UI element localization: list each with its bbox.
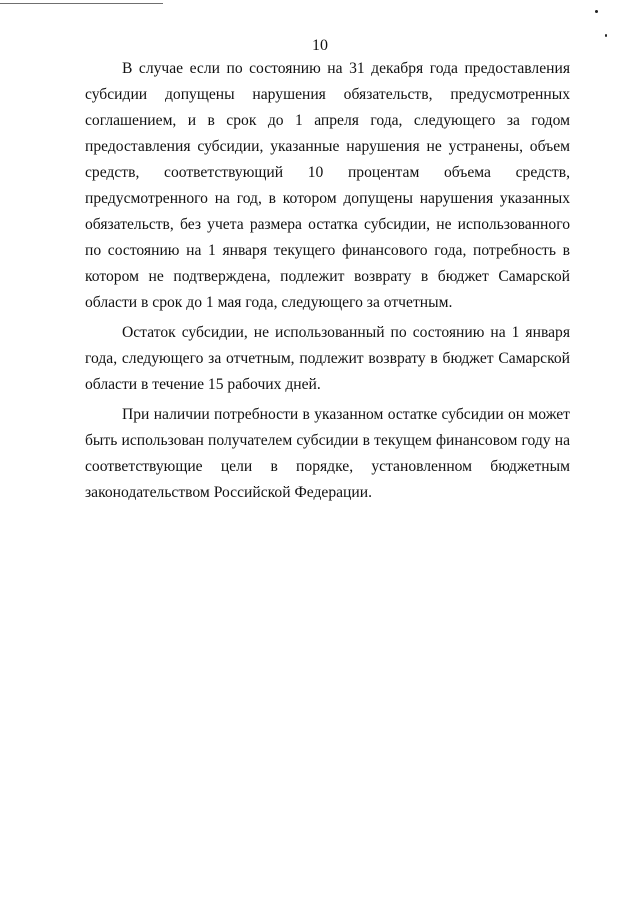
page-number: 10: [312, 37, 328, 54]
document-body: [85, 56, 570, 506]
paragraph-subsidy-usage: При наличии потребности в указанном остатке субсидии он может быть использован получателем субсидии в текущем финансовом году на соответствующие цели в порядке, установленном бюджетным законодательством Российской Федерации.: [85, 406, 570, 501]
paragraph-subsidy-violations: В случае если по состоянию на 31 декабря года предоставления субсидии допущены нарушения обязательств, предусмотренных соглашением, и в срок до 1 апреля года, следующего за годом предоставления субсидии, указанные нарушения не устранены, объем средств, соответствующий 10 процентам объема средств, предусмотренного на год, в котором допущены нарушения указанных обязательств, без учета размера остатка субсидии, не использованного по состоянию на 1 января текущего финансового года, потребность в котором не подтверждена, подлежит возврату в бюджет Самарской области в срок до 1 мая года, следующего за отчетным.: [85, 60, 570, 311]
paragraph-subsidy-remainder: Остаток субсидии, не использованный по состоянию на 1 января года, следующего за отчетным, подлежит возврату в бюджет Самарской области в течение 15 рабочих дней.: [85, 324, 570, 393]
scan-speck: [595, 10, 598, 13]
scan-edge-line: [0, 3, 163, 4]
